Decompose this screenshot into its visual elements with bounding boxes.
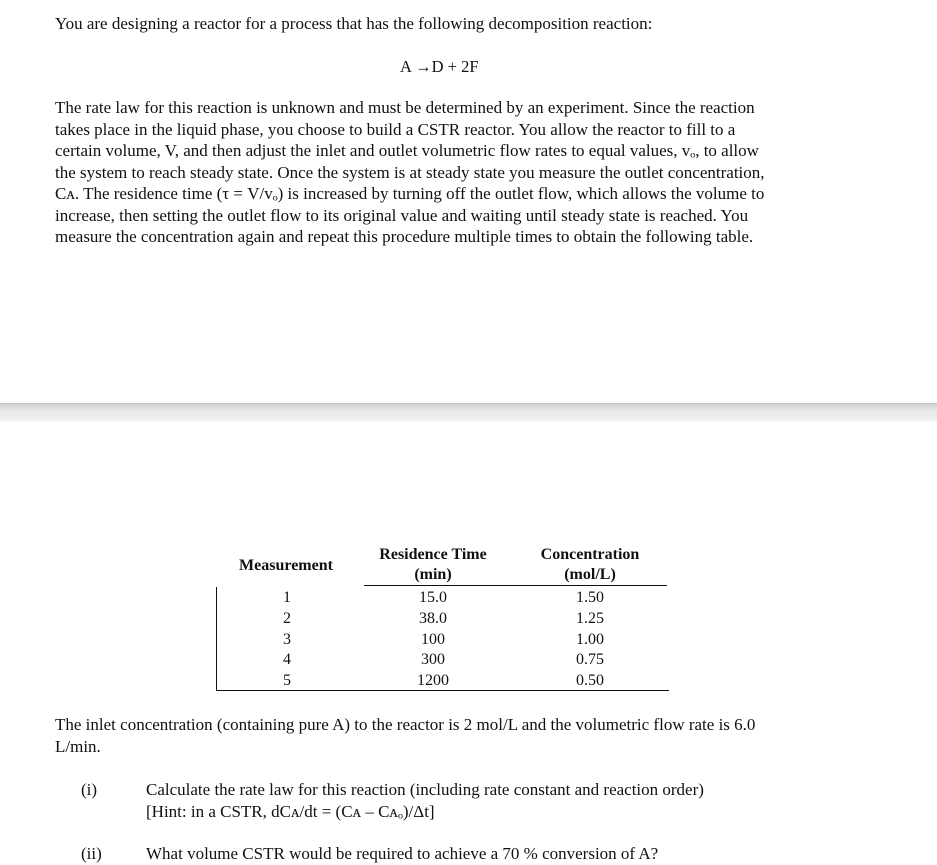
residence-time-column <box>393 588 473 692</box>
inlet-paragraph <box>55 714 755 757</box>
paragraph-line: measure the concentration again and repeat this procedure multiple times to obtain the following table. <box>55 227 754 246</box>
paragraph-line: takes place in the liquid phase, you choose to build a CSTR reactor. You allow the reactor to fill to a <box>55 119 736 139</box>
measurement-cell: 4 <box>283 651 291 669</box>
paragraph-line: certain volume, V, and then adjust the inlet and outlet volumetric flow rates to equal values, vₒ, to allow <box>55 141 759 160</box>
question-1-line: Calculate the rate law for this reaction (including rate constant and reaction order) <box>146 780 704 799</box>
concentration-column <box>550 588 630 692</box>
page-divider <box>0 403 937 422</box>
measurement-column <box>264 588 310 692</box>
reaction-arrow: → <box>415 57 432 76</box>
question-2-label: (ii) <box>81 844 102 863</box>
paragraph-line: Cᴀ. The residence time (τ = V/vₒ) is increased by turning off the outlet flow, which allows the volume to <box>55 184 765 203</box>
residence-time-cell: 100 <box>421 630 445 648</box>
question-1-hint: [Hint: in a CSTR, dCᴀ/dt = (Cᴀ – Cᴀₒ)/Δt] <box>146 801 435 821</box>
table-left-border <box>216 587 217 691</box>
residence-time-cell: 300 <box>421 651 445 669</box>
measurement-cell: 1 <box>283 589 291 606</box>
header-residence-unit: (min) <box>414 566 452 583</box>
concentration-cell: 0.75 <box>576 651 604 669</box>
products: D + 2F <box>431 57 479 76</box>
header-concentration <box>525 545 655 585</box>
header-residence-time <box>363 545 503 585</box>
header-residence-line1: Residence Time <box>379 546 487 563</box>
inlet-line: L/min. <box>55 736 101 756</box>
header-concentration-unit: (mol/L) <box>564 566 616 583</box>
header-rule <box>364 585 667 586</box>
concentration-cell: 0.50 <box>576 672 604 690</box>
reaction-equation <box>400 57 479 77</box>
question-1-text <box>146 779 704 822</box>
paragraph-line: The rate law for this reaction is unknown and must be determined by an experiment. Since the reaction <box>55 98 755 117</box>
paragraph-line: increase, then setting the outlet flow to its original value and waiting until steady state is reached. You <box>55 205 749 225</box>
residence-time-cell: 38.0 <box>419 609 447 627</box>
residence-time-cell: 15.0 <box>419 589 447 606</box>
header-measurement: Measurement <box>239 557 333 574</box>
intro-text: You are designing a reactor for a process that has the following decomposition reaction: <box>55 14 653 33</box>
paragraph-line: the system to reach steady state. Once the system is at steady state you measure the outlet concentration, <box>55 162 765 182</box>
concentration-cell: 1.00 <box>576 630 604 648</box>
measurement-cell: 3 <box>283 630 291 648</box>
reactant: A <box>400 57 412 76</box>
measurement-cell: 5 <box>283 672 291 690</box>
concentration-cell: 1.25 <box>576 609 604 627</box>
concentration-cell: 1.50 <box>576 589 604 606</box>
question-1-label: (i) <box>81 780 98 799</box>
header-concentration-line1: Concentration <box>540 546 640 563</box>
measurement-cell: 2 <box>283 609 291 627</box>
inlet-line: The inlet concentration (containing pure A) to the reactor is 2 mol/L and the volumetric flow rate is 6.0 <box>55 715 756 734</box>
question-2-text: What volume CSTR would be required to achieve a 70 % conversion of A? <box>146 844 659 863</box>
problem-paragraph <box>55 97 765 248</box>
residence-time-cell: 1200 <box>417 672 449 690</box>
